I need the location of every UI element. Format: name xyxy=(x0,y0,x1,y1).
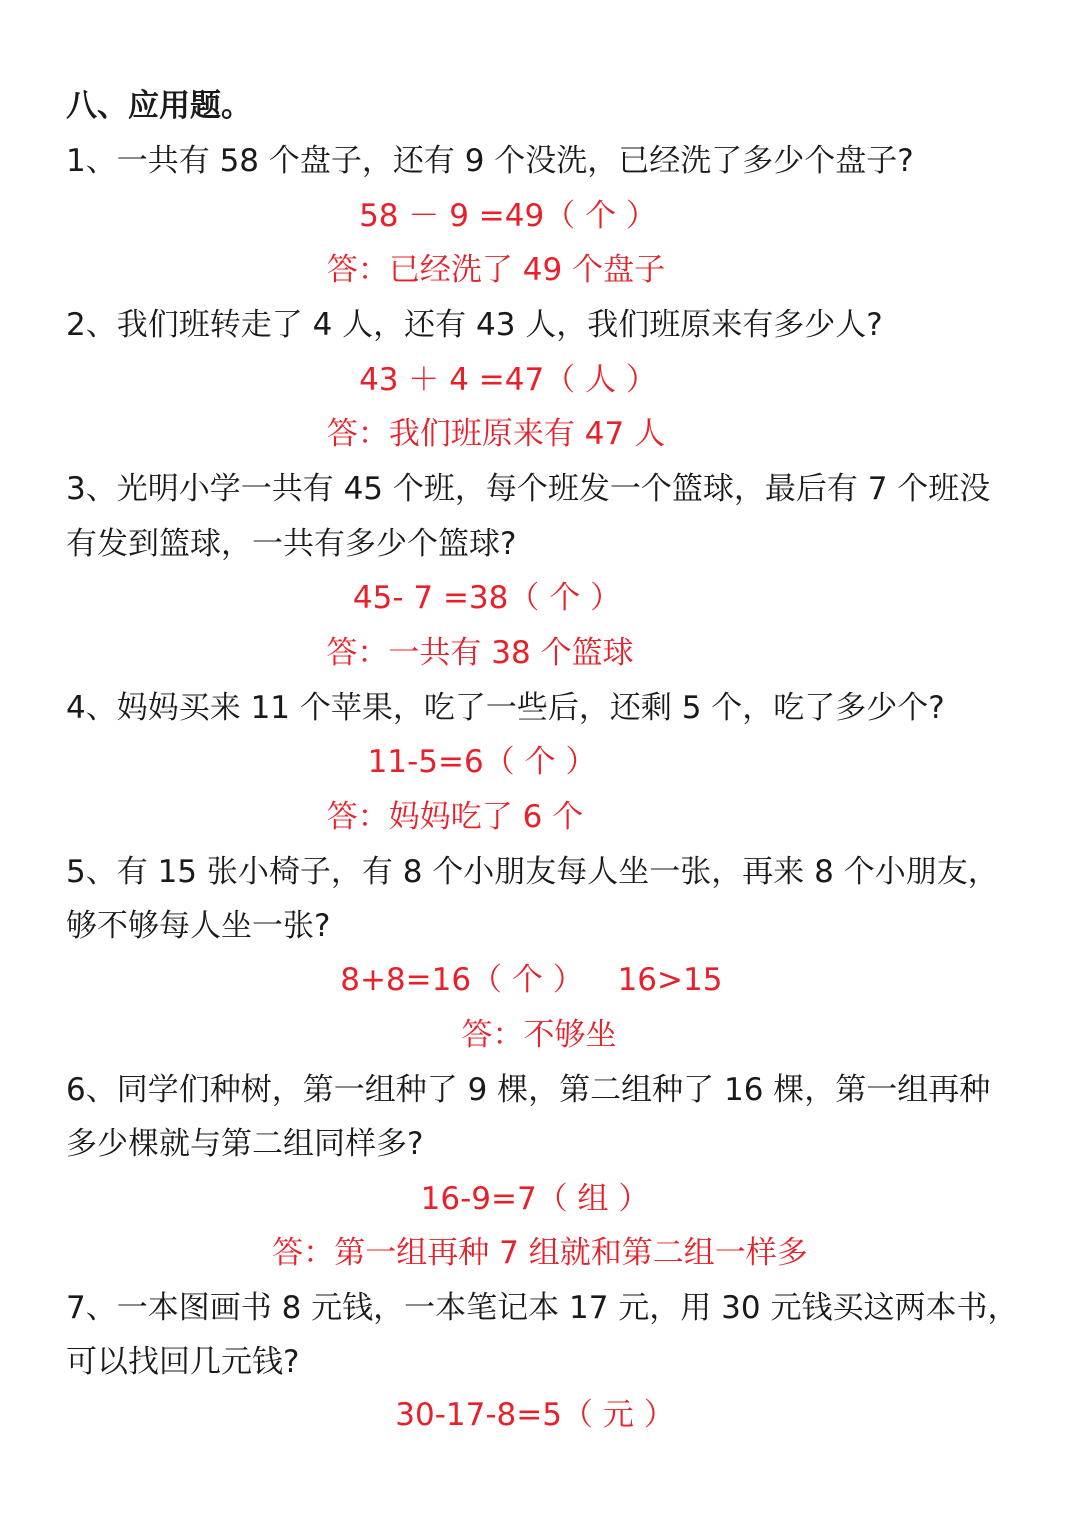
problem-7-question-line-1: 7、一本图画书 8 元钱，一本笔记本 17 元，用 30 元钱买这两本书， xyxy=(66,1290,1019,1326)
problem-1-question-line-1: 1、一共有 58 个盘子，还有 9 个没洗，已经洗了多少个盘子? xyxy=(66,143,914,179)
problem-6-equation: 16-9=7（ 组 ） xyxy=(420,1181,650,1217)
problem-5-equation: 8+8=16（ 个 ） xyxy=(340,962,584,998)
problem-7-equation: 30-17-8=5（ 元 ） xyxy=(395,1397,675,1433)
problem-3-question-line-1: 3、光明小学一共有 45 个班，每个班发一个篮球，最后有 7 个班没 xyxy=(66,471,991,507)
problem-6-question-line-2: 多少棵就与第二组同样多? xyxy=(66,1126,424,1162)
problem-6-answer: 答：第一组再种 7 组就和第二组一样多 xyxy=(272,1235,808,1271)
problem-3-answer: 答：一共有 38 个篮球 xyxy=(326,635,634,671)
problem-7-question-line-2: 可以找回几元钱? xyxy=(66,1344,300,1380)
section-heading: 八、应用题。 xyxy=(66,88,252,124)
problem-5-answer: 答：不够坐 xyxy=(461,1017,617,1053)
problem-4-answer: 答：妈妈吃了 6 个 xyxy=(326,799,584,835)
problem-2-answer: 答：我们班原来有 47 人 xyxy=(326,416,666,452)
problem-5-question-line-2: 够不够每人坐一张? xyxy=(66,908,331,944)
problem-5-comparison: 16>15 xyxy=(617,962,723,998)
problem-1-equation: 58 － 9 =49（ 个 ） xyxy=(359,198,657,234)
problem-1-answer: 答：已经洗了 49 个盘子 xyxy=(326,252,666,288)
problem-3-equation: 45- 7 =38（ 个 ） xyxy=(352,580,622,616)
problem-2-question-line-1: 2、我们班转走了 4 人，还有 43 人，我们班原来有多少人? xyxy=(66,307,883,343)
problem-4-question-line-1: 4、妈妈买来 11 个苹果，吃了一些后，还剩 5 个，吃了多少个? xyxy=(66,690,945,726)
problem-3-question-line-2: 有发到篮球，一共有多少个篮球? xyxy=(66,526,517,562)
problem-4-equation: 11-5=6（ 个 ） xyxy=(367,744,597,780)
problem-5-question-line-1: 5、有 15 张小椅子，有 8 个小朋友每人坐一张，再来 8 个小朋友， xyxy=(66,854,999,890)
problem-6-question-line-1: 6、同学们种树，第一组种了 9 棵，第二组种了 16 棵，第一组再种 xyxy=(66,1072,991,1108)
problem-2-equation: 43 ＋ 4 =47（ 人 ） xyxy=(359,362,657,398)
